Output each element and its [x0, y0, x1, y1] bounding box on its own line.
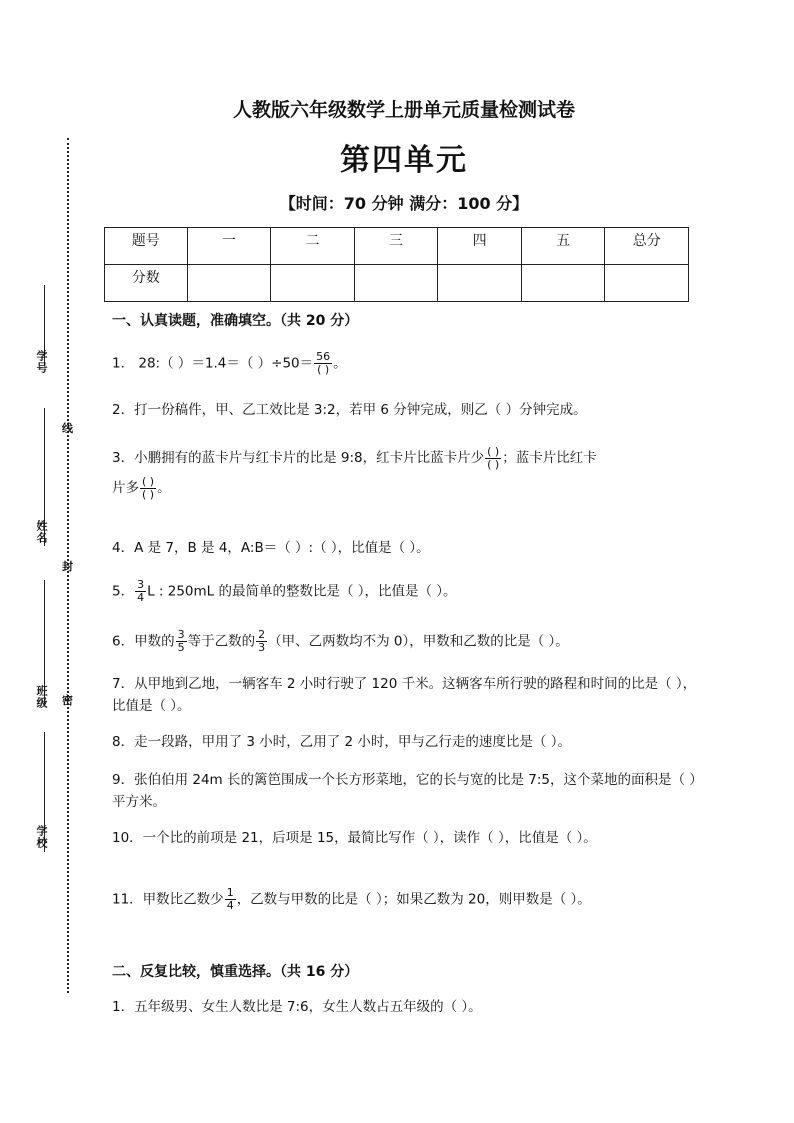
fraction-numerator: 1 — [226, 886, 234, 899]
fraction — [314, 351, 332, 376]
score-table — [104, 227, 689, 302]
name-label: 姓名 — [35, 520, 48, 544]
fraction-denominator: 4 — [137, 591, 145, 604]
question-text: 5． — [112, 583, 135, 600]
question-1-2: 2．打一份稿件，甲、乙工效比是 3:2，若甲 6 分钟完成，则乙（ ）分钟完成。 — [112, 402, 587, 418]
fraction-numerator: 3 — [177, 628, 185, 641]
question-2-1: 1．五年级男、女生人数比是 7:6，女生人数占五年级的（ ）。 — [112, 999, 482, 1015]
time-and-score: 【时间：70 分钟 满分：100 分】 — [279, 194, 529, 213]
question-1-6 — [112, 629, 707, 654]
fraction — [140, 476, 156, 501]
question-text: 。 — [333, 355, 347, 372]
question-text: 片多 — [112, 480, 139, 496]
question-text: L : 250mL 的最简单的整数比是（ ），比值是（ ）。 — [147, 583, 457, 600]
binding-margin — [0, 0, 90, 1123]
question-text: 11．甲数比乙数少 — [112, 891, 224, 908]
score-cell: 四 — [438, 228, 522, 265]
fraction-numerator: ( ) — [487, 444, 500, 458]
score-cell: 总分 — [605, 228, 689, 265]
score-input-cell[interactable] — [438, 265, 522, 302]
fraction-denominator: ( ) — [487, 457, 500, 471]
class-label: 班级 — [35, 685, 48, 709]
fraction-numerator: ( ) — [142, 474, 155, 488]
question-text: 6．甲数的 — [112, 633, 175, 650]
question-1-4: 4．A 是 7，B 是 4，A:B＝（ ）:（ ），比值是（ ）。 — [112, 540, 430, 556]
student-id-label: 学号 — [35, 350, 48, 374]
fraction-denominator: ( ) — [142, 487, 155, 501]
score-table-score-row — [105, 265, 689, 302]
question-1-5 — [112, 579, 707, 604]
question-1-9: 9．张伯伯用 24m 长的篱笆围成一个长方形菜地，它的长与宽的比是 7:5，这个菜地的面积是（ ）平方米。 — [112, 772, 703, 810]
fraction — [225, 887, 236, 912]
fraction — [135, 579, 146, 604]
section-2-heading: 二、反复比较，慎重选择。（共 16 分） — [112, 964, 359, 980]
fraction-numerator: 56 — [316, 350, 331, 363]
score-cell: 五 — [521, 228, 605, 265]
question-text: 。 — [157, 480, 171, 496]
score-cell: 二 — [271, 228, 355, 265]
score-cell: 题号 — [105, 228, 188, 265]
score-cell: 三 — [354, 228, 438, 265]
score-cell: 分数 — [105, 265, 188, 302]
fraction-numerator: 3 — [137, 578, 145, 591]
question-text: 等于乙数的 — [187, 633, 256, 650]
unit-title: 第四单元 — [340, 143, 468, 178]
fraction-denominator: 5 — [177, 641, 185, 654]
question-1-3 — [112, 443, 707, 503]
question-text: ；蓝卡片比红卡 — [502, 450, 597, 466]
question-1-10: 10．一个比的前项是 21，后项是 15，最简比写作（ ），读作（ ），比值是（ ）。 — [112, 830, 597, 846]
score-cell: 一 — [187, 228, 271, 265]
seal-mark-mi: 密 — [62, 694, 73, 707]
score-input-cell[interactable] — [605, 265, 689, 302]
question-text: 1． 28:（ ）＝1.4＝（ ）÷50＝ — [112, 355, 314, 372]
score-input-cell[interactable] — [187, 265, 271, 302]
question-text: 3．小鹏拥有的蓝卡片与红卡片的比是 9:8，红卡片比蓝卡片少 — [112, 450, 485, 466]
score-input-cell[interactable] — [354, 265, 438, 302]
fraction — [176, 629, 187, 654]
fraction-numerator: 2 — [258, 628, 266, 641]
section-1-heading: 一、认真读题，准确填空。（共 20 分） — [112, 313, 359, 329]
exam-paper — [104, 95, 704, 1015]
question-1-1 — [112, 351, 707, 376]
score-input-cell[interactable] — [271, 265, 355, 302]
fraction-denominator: ( ) — [317, 363, 330, 376]
fraction-denominator: 4 — [226, 899, 234, 912]
seal-mark-feng: 封 — [62, 560, 73, 573]
question-1-8: 8．走一段路，甲用了 3 小时，乙用了 2 小时，甲与乙行走的速度比是（ ）。 — [112, 734, 571, 750]
score-table-header-row — [105, 228, 689, 265]
seal-mark-xian: 线 — [62, 422, 73, 435]
score-input-cell[interactable] — [521, 265, 605, 302]
fraction — [485, 446, 501, 471]
question-1-7: 7．从甲地到乙地，一辆客车 2 小时行驶了 120 千米。这辆客车所行驶的路程和时间的比是（ ），比值是（ ）。 — [112, 676, 697, 714]
exam-supertitle: 人教版六年级数学上册单元质量检测试卷 — [232, 99, 575, 121]
fraction-denominator: 3 — [258, 641, 266, 654]
school-label: 学校 — [35, 825, 48, 849]
question-text: （甲、乙两数均不为 0），甲数和乙数的比是（ ）。 — [268, 633, 569, 650]
question-1-11 — [112, 887, 707, 912]
fraction — [256, 629, 267, 654]
question-text: ，乙数与甲数的比是（ ）；如果乙数为 20，则甲数是（ ）。 — [236, 891, 591, 908]
